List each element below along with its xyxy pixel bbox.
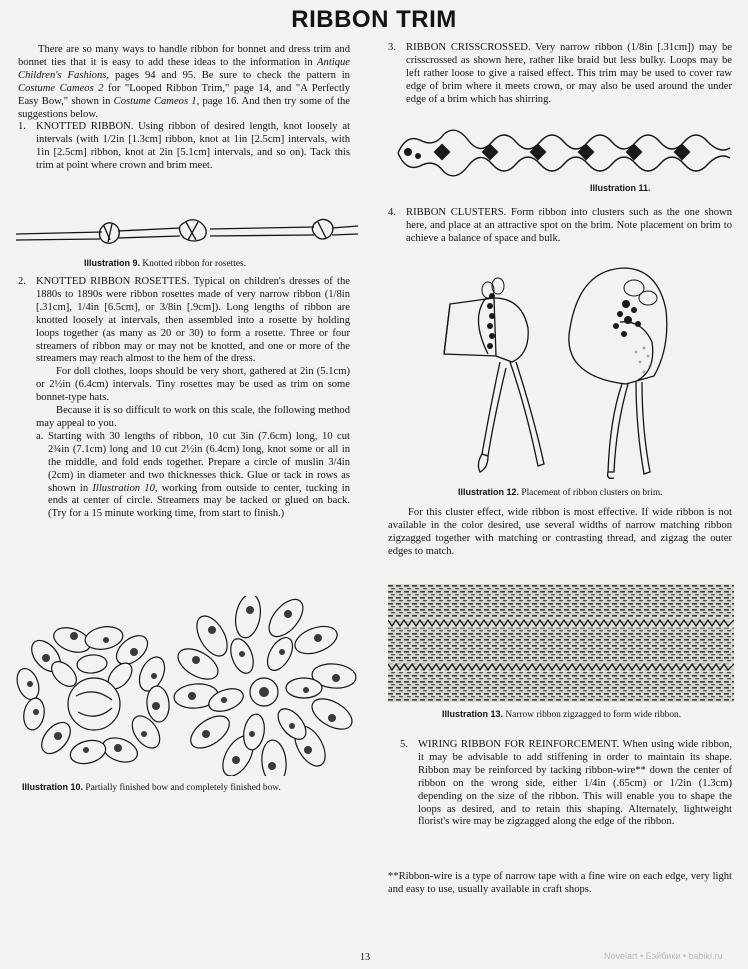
left-column-top bbox=[18, 44, 350, 173]
illustration-9-knotted-ribbon bbox=[14, 212, 360, 252]
doll-clothes-paragraph: For doll clothes, loops should be very short, gathered at 2in (5.1cm) or 2½in (6.4cm) intervals. Tiny rosettes may be used as trim on some bonnet-type hats. bbox=[36, 366, 350, 404]
method-step-a: a. Starting with 30 lengths of ribbon, 10 cut 3in (7.6cm) long, 10 cut 2¾in (7.1cm) long and 10 cut 2½in (6.4cm) long, knot some or all in the middle, and fold ends together. Prepare a circle of muslin 3/4in (2cm) in diameter and two thicknesses thick. Glue or tack in rows as shown in Illustration 10, working from outside to center, tucking in ends at center of circle. Streamers may be tacked or glued on back. (Try for a 15 minute working time, from start to finish.) bbox=[36, 430, 351, 520]
item-knotted-ribbon-rosettes: 2. KNOTTED RIBBON ROSETTES. Typical on children's dresses of the 1880s to 1890s were ribbon rosettes made of very narrow ribbon (1/8in [.31cm], 1/4in [6.5cm], or 3/8in [.9cm]). Long lengths of ribbon are knotted loosely at intervals, then assembled into a rosette by holding loops together (as many as 20 or 30) to form a rosette. Three or four streamers of ribbon may or may not be knotted, and one or more of the streamers may reach almost to the hem of the dress. bbox=[18, 276, 351, 365]
right-column-bottom bbox=[388, 739, 732, 829]
illustration-9-caption: Illustration 9. Knotted ribbon for rosettes. bbox=[84, 258, 246, 269]
illustration-10-rosettes bbox=[16, 596, 364, 776]
item-knotted-ribbon: 1. KNOTTED RIBBON. Using ribbon of desired length, knot loosely at intervals (with 1/2in [1.3cm] ribbon, knot at 1in [2.5cm] intervals, with 1in [2.5cm] ribbon, knot at 2in [5.1cm] intervals, and so on). Tack this trim at point where crown and brim meet. bbox=[18, 121, 350, 172]
item-ribbon-crisscrossed: 3. RIBBON CRISSCROSSED. Very narrow ribbon (1/8in [.31cm]) may be crisscrossed as shown here, rather like braid but less bulky. Loops may be left rather loose to give a raised effect. This trim may be used to cover raw edge of brim where it meets crown, or may also be used around the under edge of a brim which has shirring. bbox=[388, 42, 732, 105]
cluster-effect-paragraph: For this cluster effect, wide ribbon is most effective. If wide ribbon is not available in the color desired, use several widths of narrow matching ribbon zigzagged together with matching or contrasting thread, and zigzag the outer edges to match. bbox=[388, 507, 732, 557]
item-wiring-ribbon: 5. WIRING RIBBON FOR REINFORCEMENT. When using wide ribbon, it may be advisable to add stiffening in order to maintain its shape. Ribbon may be reinforced by tacking ribbon-wire** down the center of ribbon on the wrong side, either 1/4in (.65cm) or 1/2in (1.3cm) depending on the size of the ribbon. This will enable you to shape the loops as desired, and to retain this shaping. Alternately, lightweight florist's wire may be zigzagged along the edge of the ribbon. bbox=[400, 739, 732, 828]
page-number: 13 bbox=[360, 952, 370, 963]
method-paragraph: Because it is so difficult to work on this scale, the following method may appeal to you. bbox=[36, 405, 350, 429]
right-column-clusters bbox=[388, 207, 732, 246]
illustration-12-caption: Illustration 12. Placement of ribbon clusters on brim. bbox=[458, 487, 663, 498]
illustration-11-crisscrossed-ribbon bbox=[396, 126, 732, 180]
cluster-paragraph-block bbox=[388, 507, 732, 559]
left-column-bottom bbox=[18, 276, 350, 521]
illustration-12-bonnets bbox=[430, 258, 680, 484]
illustration-11-caption: Illustration 11. bbox=[590, 183, 651, 193]
right-column-top bbox=[388, 42, 732, 107]
footnote: **Ribbon-wire is a type of narrow tape with a fine wire on each edge, very light and easy to use, usually available in craft shops. bbox=[388, 871, 732, 895]
illustration-13-caption: Illustration 13. Narrow ribbon zigzagged to form wide ribbon. bbox=[442, 709, 682, 720]
illustration-13-zigzag-ribbon bbox=[388, 584, 734, 702]
illustration-10-caption: Illustration 10. Partially finished bow and completely finished bow. bbox=[22, 782, 281, 793]
watermark: Novelart • Бэйбики • babiki.ru bbox=[604, 951, 723, 961]
item-ribbon-clusters: 4. RIBBON CLUSTERS. Form ribbon into clusters such as the one shown here, and place at an attractive spot on the brim. Note placement on brim to achieve a balance of space and bulk. bbox=[388, 207, 732, 244]
intro-paragraph: There are so many ways to handle ribbon for bonnet and dress trim and bonnet ties that it is easy to add these ideas to the information in Antique Children's Fashions, pages 94 and 95. Be sure to check the pattern in Costume Cameos 2 for "Looped Ribbon Trim," page 14, and "A Perfectly Easy Bow," shown in Costume Cameos 1, page 16. And then try some of the suggestions below. bbox=[18, 44, 351, 120]
footnote-block bbox=[388, 871, 732, 897]
page-title: RIBBON TRIM bbox=[291, 6, 457, 33]
